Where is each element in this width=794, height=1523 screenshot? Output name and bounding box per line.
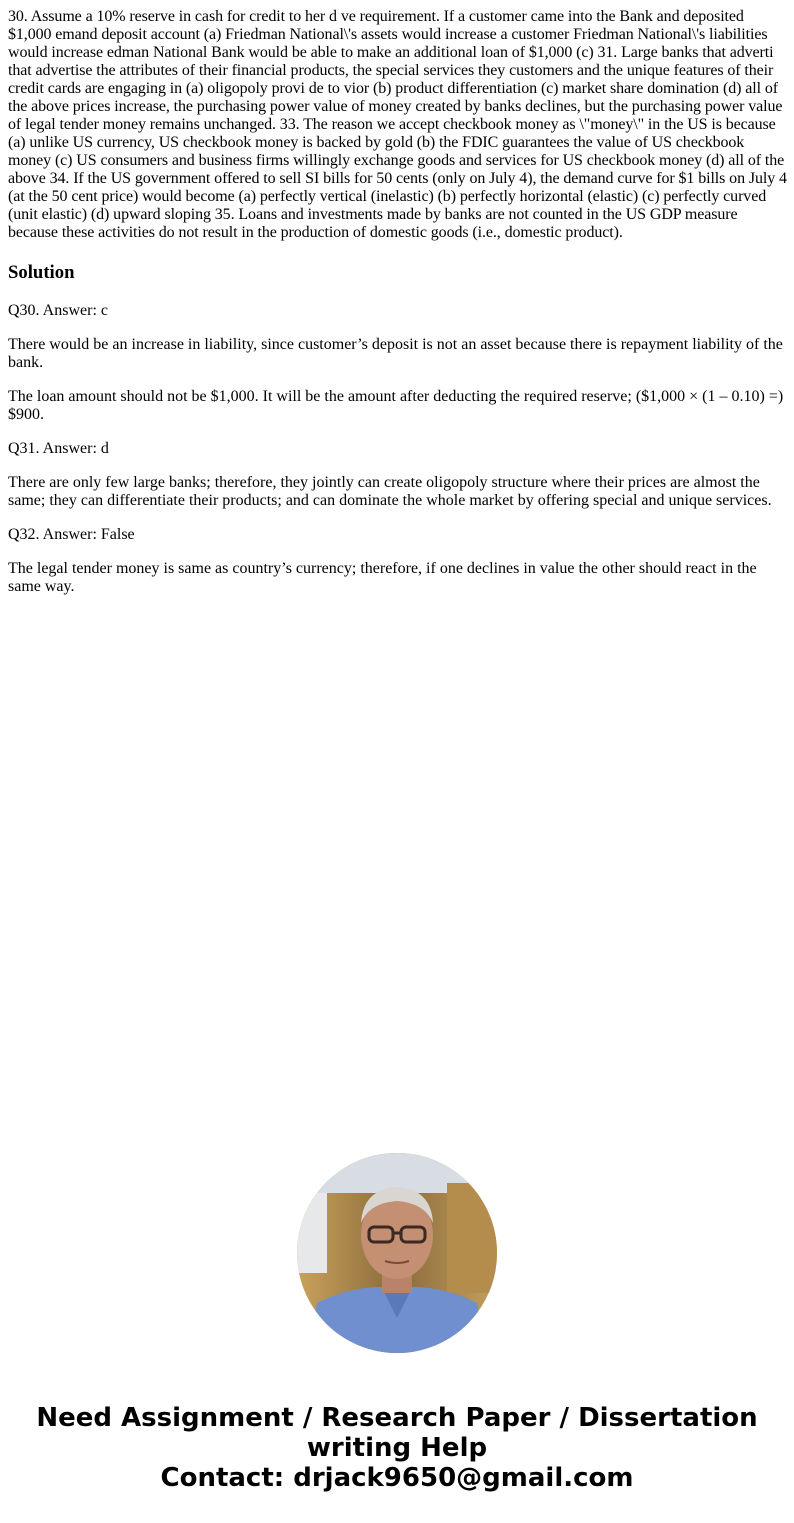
solution-paragraph: Q30. Answer: c — [8, 302, 108, 319]
solution-heading: Solution — [8, 262, 75, 283]
solution-paragraph: The legal tender money is same as country’s currency; therefore, if one declines in value the other should react in the same way. — [8, 560, 757, 595]
solution-paragraph: There are only few large banks; therefore, they jointly can create oligopoly structure where their prices are almost the same; they can differentiate their products; and can dominate the whole market by offering special and unique services. — [8, 474, 772, 509]
solution-paragraph: There would be an increase in liability, since customer’s deposit is not an asset because there is repayment liability of the bank. — [8, 336, 783, 371]
promo-banner — [0, 1403, 794, 1493]
solution-paragraph: Q31. Answer: d — [8, 440, 109, 457]
contact-email: Contact: drjack9650@gmail.com — [160, 1463, 634, 1493]
tutor-avatar-photo — [297, 1153, 497, 1353]
solution-paragraph: The loan amount should not be $1,000. It will be the amount after deducting the required reserve; ($1,000 × (1 – 0.10) =) $900. — [8, 388, 784, 423]
question-text: 30. Assume a 10% reserve in cash for credit to her d ve requirement. If a customer came into the Bank and deposited $1,000 emand deposit account (a) Friedman National\'s assets would increase a customer Friedman National\'s liabilities would increase edman National Bank would be able to make an additional loan of $1,000 (c) 31. Large banks that adverti that advertise the attributes of their financial products, the special services they customers and the unique features of their credit cards are engaging in (a) oligopoly provi de to vior (b) product differentiation (c) market share domination (d) all of the above prices increase, the purchasing power value of money created by banks declines, but the purchasing power value of legal tender money remains unchanged. 33. The reason we accept checkbook money as \"money\" in the US is because (a) unlike US currency, US checkbook money is backed by gold (b) the FDIC guarantees the value of US checkbook money (c) US consumers and business firms willingly exchange goods and services for US checkbook money (d) all of the above 34. If the US government offered to sell SI bills for 50 cents (only on July 4), the demand curve for $1 bills on July 4 (at the 50 cent price) would become (a) perfectly vertical (inelastic) (b) perfectly horizontal (elastic) (c) perfectly curved (unit elastic) (d) upward sloping 35. Loans and investments made by banks are not counted in the US GDP measure because these activities do not result in the production of domestic goods (i.e., domestic product). — [8, 8, 787, 241]
promo-line: Need Assignment / Research Paper / Dissertation — [36, 1403, 758, 1433]
document-body — [8, 8, 787, 596]
solution-paragraph: Q32. Answer: False — [8, 526, 135, 543]
promo-line: writing Help — [306, 1433, 488, 1463]
